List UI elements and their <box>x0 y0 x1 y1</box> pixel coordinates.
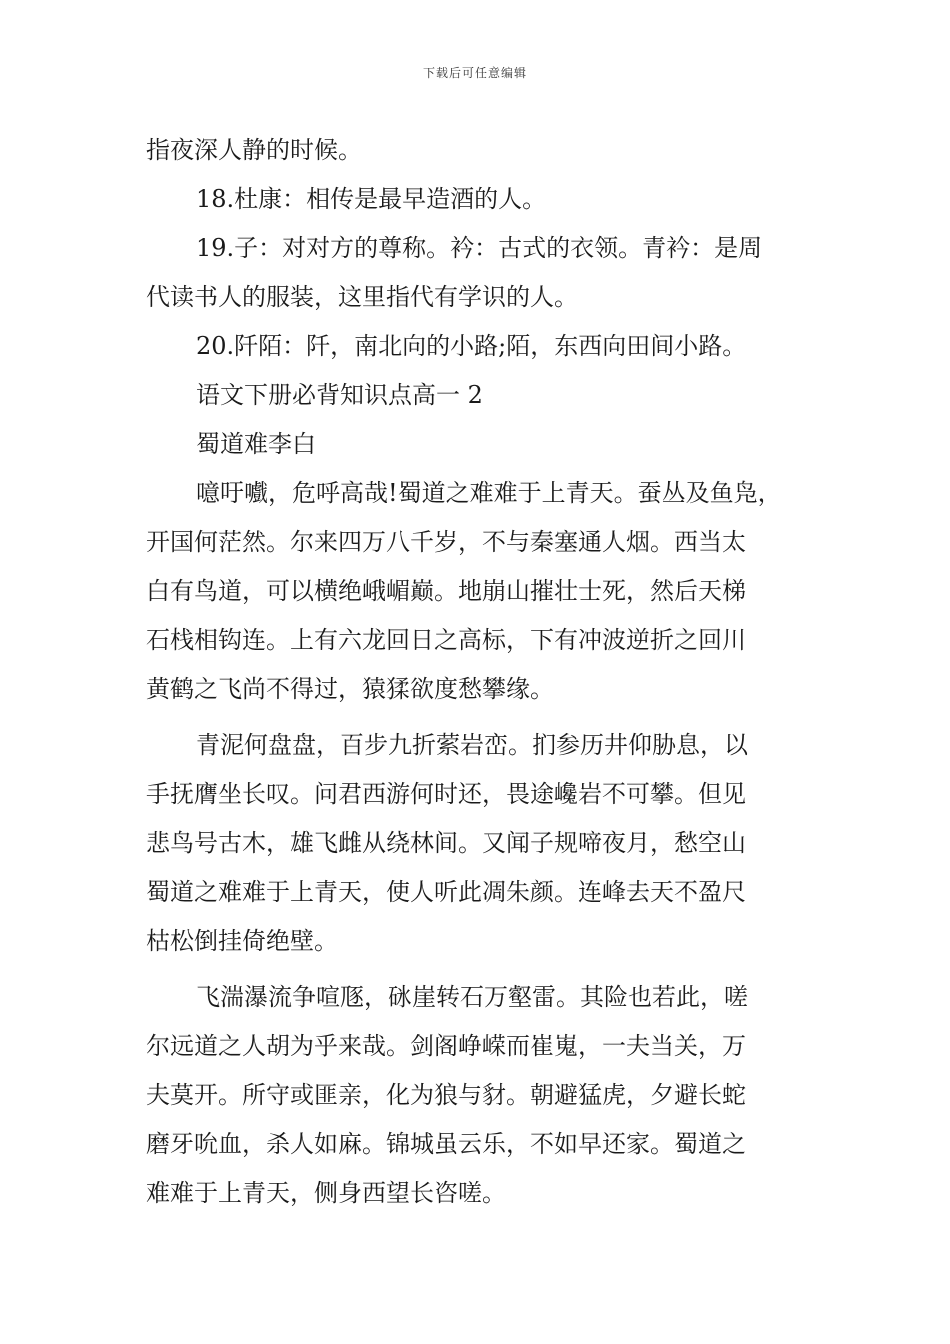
text-line: 青泥何盘盘，百步九折萦岩峦。扪参历井仰胁息，以 <box>196 731 748 759</box>
text-line: 尔远道之人胡为乎来哉。剑阁峥嵘而崔嵬，一夫当关，万 <box>146 1032 746 1060</box>
text-line: 磨牙吮血，杀人如麻。锦城虽云乐，不如早还家。蜀道之 <box>146 1130 746 1158</box>
text-line: 石栈相钩连。上有六龙回日之高标，下有冲波逆折之回川 <box>146 626 746 654</box>
text-line: 枯松倒挂倚绝壁。 <box>146 927 338 955</box>
text-line: 噫吁嚱，危呼高哉!蜀道之难难于上青天。蚕丛及鱼凫， <box>196 479 782 507</box>
text-line: 黄鹤之飞尚不得过，猿猱欲度愁攀缘。 <box>146 675 554 703</box>
page-header: 下载后可任意编辑 <box>422 66 527 80</box>
document-body <box>146 126 816 1218</box>
text-line: 19.子：对对方的尊称。衿：古式的衣领。青衿：是周 <box>196 234 763 262</box>
text-line: 悲鸟号古木，雄飞雌从绕林间。又闻子规啼夜月，愁空山 <box>146 829 746 857</box>
text-line: 手抚膺坐长叹。问君西游何时还，畏途巉岩不可攀。但见 <box>146 780 746 808</box>
text-line: 白有鸟道，可以横绝峨嵋巅。地崩山摧壮士死，然后天梯 <box>146 577 746 605</box>
text-line: 飞湍瀑流争喧豗，砯崖转石万壑雷。其险也若此，嗟 <box>196 983 748 1011</box>
text-line: 开国何茫然。尔来四万八千岁，不与秦塞通人烟。西当太 <box>146 528 746 556</box>
text-line: 18.杜康：相传是最早造酒的人。 <box>196 185 547 213</box>
text-line: 夫莫开。所守或匪亲，化为狼与豺。朝避猛虎，夕避长蛇 <box>146 1081 746 1109</box>
text-line: 指夜深人静的时候。 <box>146 136 362 164</box>
text-line: 蜀道之难难于上青天，使人听此凋朱颜。连峰去天不盈尺 <box>146 878 746 906</box>
paragraph-gap <box>146 714 816 721</box>
text-line: 代读书人的服装，这里指代有学识的人。 <box>146 283 578 311</box>
text-line: 20.阡陌：阡，南北向的小路;陌，东西向田间小路。 <box>196 332 747 360</box>
paragraph-gap <box>146 966 816 973</box>
text-line: 蜀道难李白 <box>196 430 316 458</box>
text-line: 难难于上青天，侧身西望长咨嗟。 <box>146 1179 506 1207</box>
text-line: 语文下册必背知识点高一 2 <box>196 381 483 409</box>
